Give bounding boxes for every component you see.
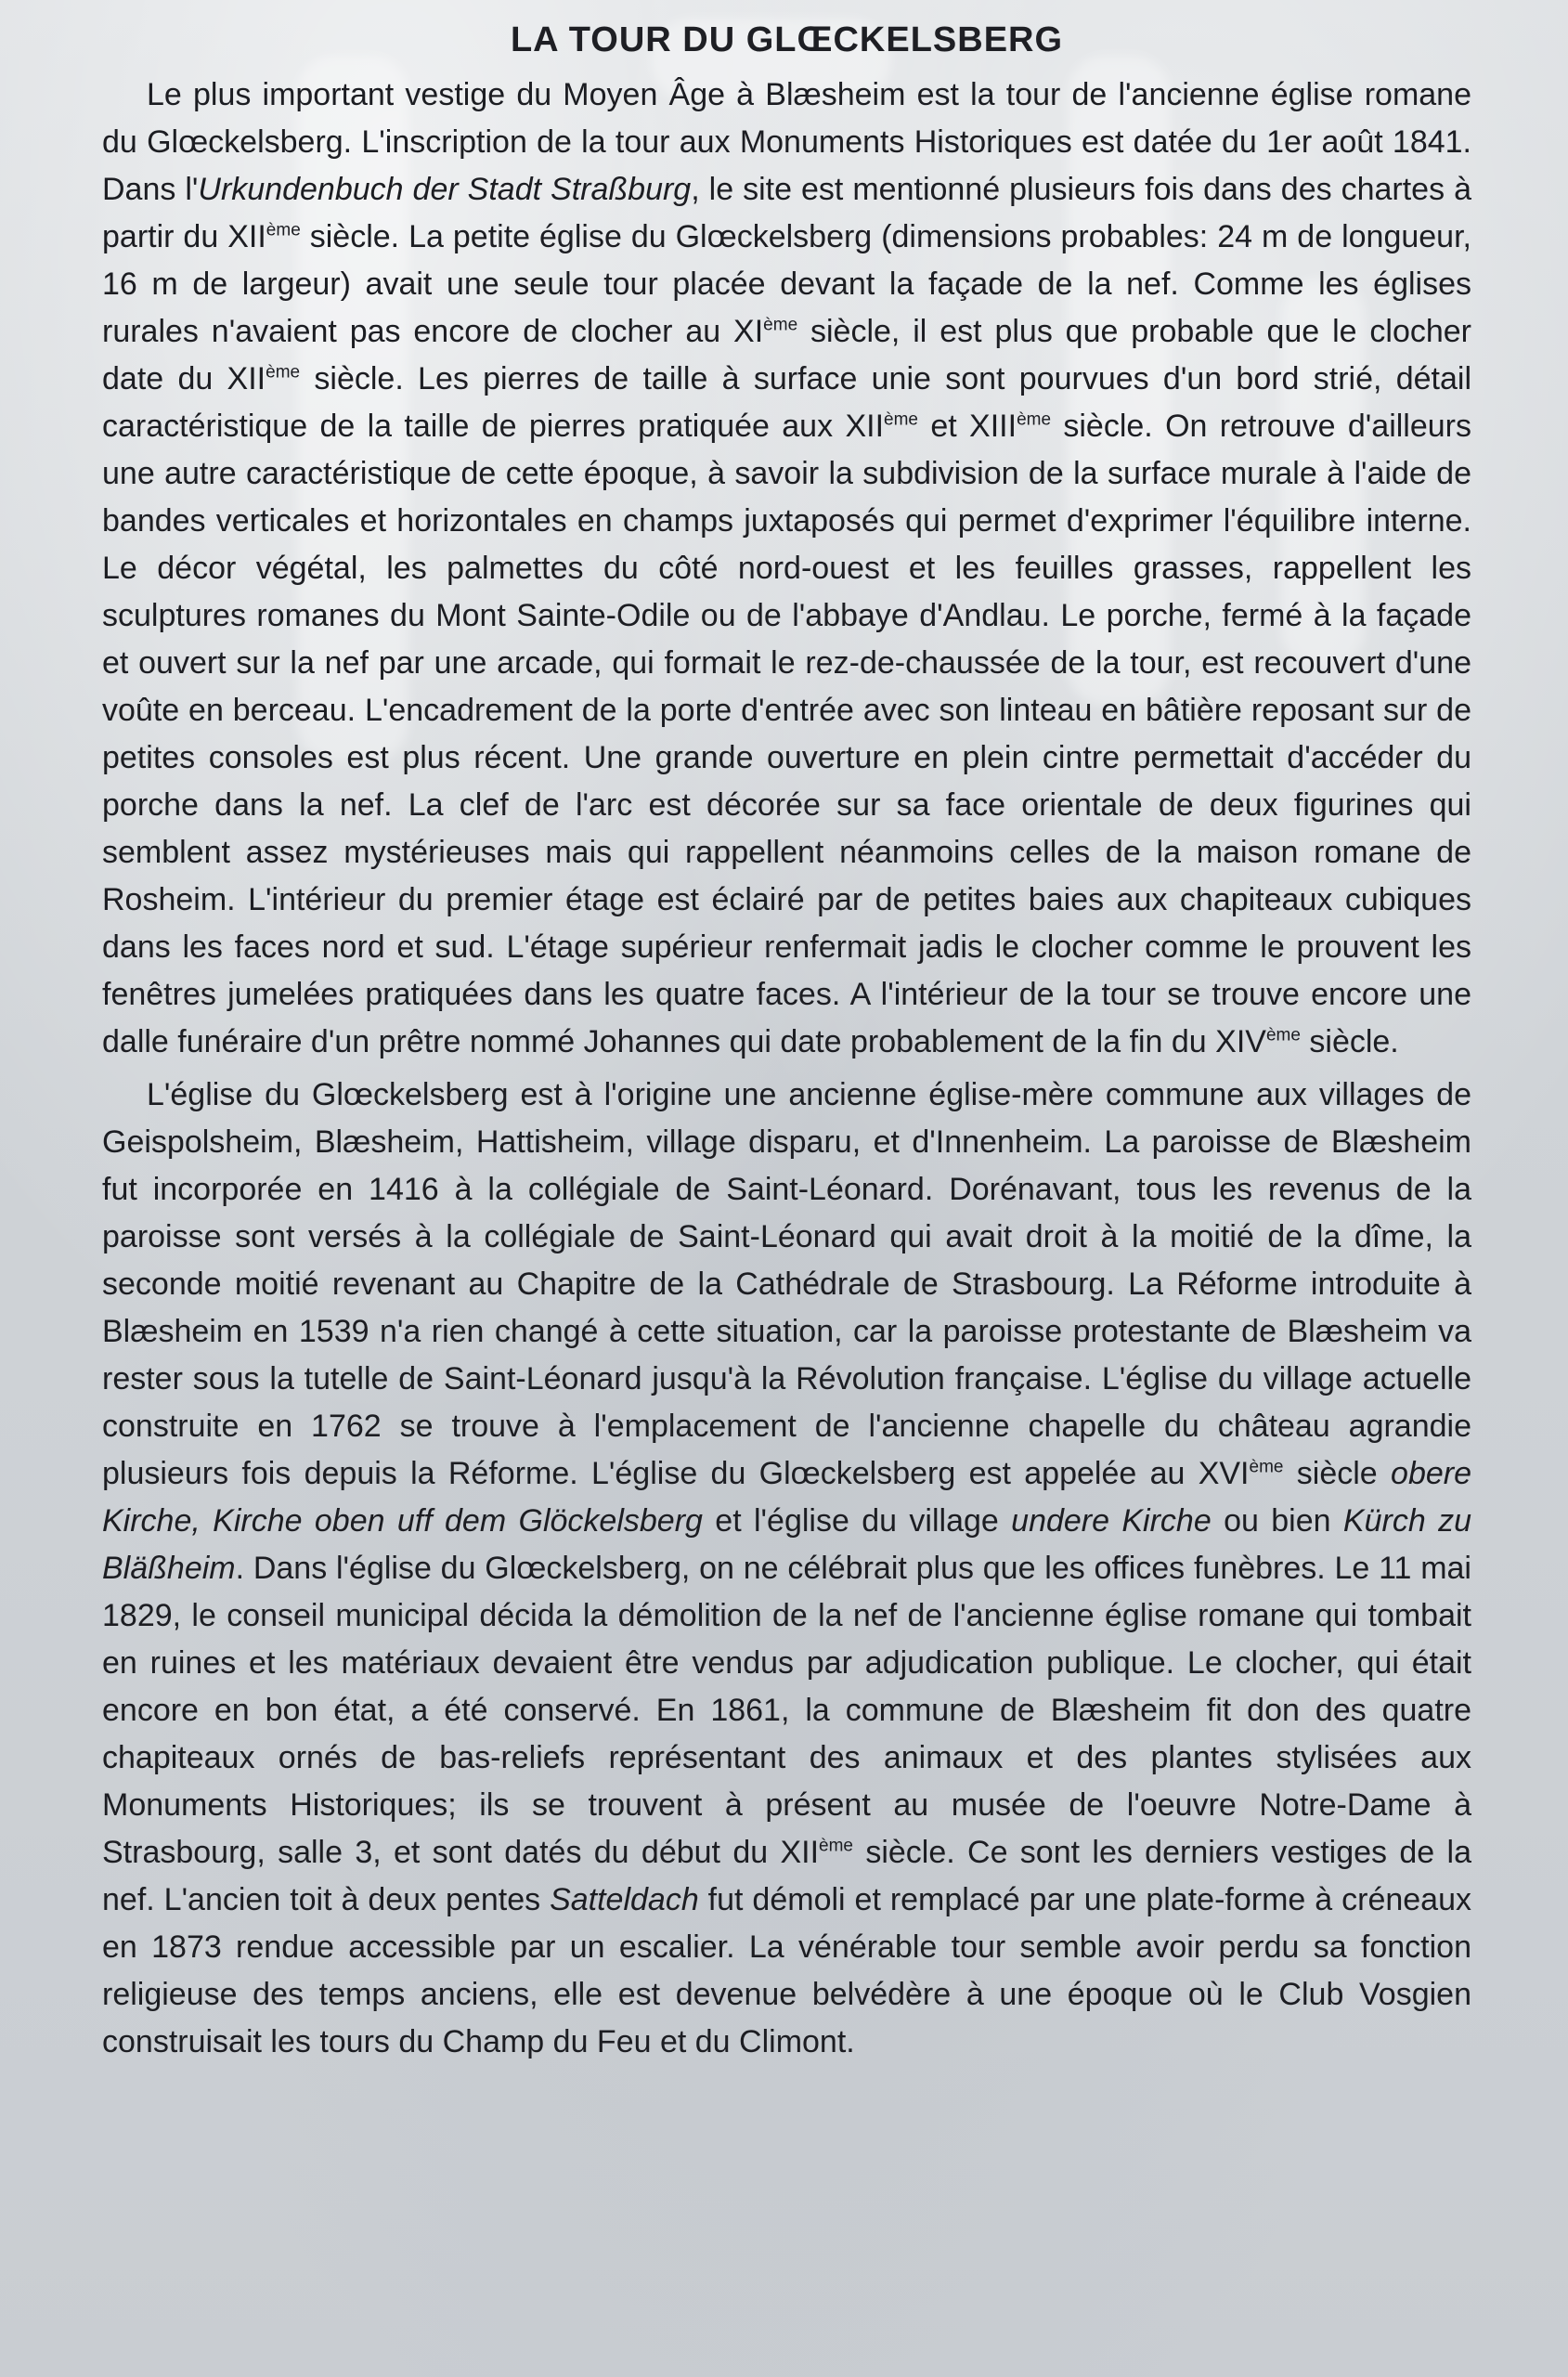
page-title: LA TOUR DU GLŒCKELSBERG bbox=[510, 20, 1064, 59]
superscript: ème bbox=[819, 1836, 853, 1856]
paragraph-1 bbox=[102, 71, 1471, 1066]
text-run: siècle. bbox=[1300, 1024, 1399, 1059]
superscript: ème bbox=[884, 409, 918, 430]
italic-term: Satteldach bbox=[550, 1882, 699, 1917]
text-run: siècle. On retrouve d'ailleurs une autre caractéristique de cette époque, à savoir la subdivision de la surface murale à l'aide de bandes verticales et horizontales en champs juxtaposés qui permet d'exprimer l'équilibre interne. Le décor végétal, les palmettes du côté nord-ouest et les feuilles grasses, rappellent les sculptures romanes du Mont Sainte-Odile ou de l'abbaye d'Andlau. Le porche, fermé à la façade et ouvert sur la nef par une arcade, qui formait le rez-de-chaussée de la tour, est recouvert d'une voûte en berceau. L'encadrement de la porte d'entrée avec son linteau en bâtière reposant sur de petites consoles est plus récent. Une grande ouverture en plein cintre permettait d'accéder du porche dans la nef. La clef de l'arc est décorée sur sa face orientale de deux figurines qui semblent assez mystérieuses mais qui rappellent néanmoins celles de la maison romane de Rosheim. L'intérieur du premier étage est éclairé par de petites baies aux chapiteaux cubiques dans les faces nord et sud. L'étage supérieur renfermait jadis le clocher comme le prouvent les fenêtres jumelées pratiquées dans les quatre faces. A l'intérieur de la tour se trouve encore une dalle funéraire d'un prêtre nommé Johannes qui date probablement de la fin du XIV bbox=[102, 409, 1471, 1059]
italic-term: obere Kirche, Kirche oben uff dem Glöckelsberg bbox=[102, 1456, 1471, 1539]
superscript: ème bbox=[1265, 1025, 1301, 1046]
text-run: . Dans l'église du Glœckelsberg, on ne célébrait plus que les offices funèbres. Le 11 mai 1829, le conseil municipal décida la démolition de la nef de l'ancienne église romane qui tombait en ruines et les matériaux devaient être vendus par adjudication publique. Le clocher, qui était encore en bon état, a été conservé. En 1861, la commune de Blæsheim fit don des quatre chapiteaux ornés de bas-reliefs représentant des animaux et des plantes stylisées aux Monuments Historiques; ils se trouvent à présent au musée de l'oeuvre Notre-Dame à Strasbourg, salle 3, et sont datés du début du XII bbox=[102, 1551, 1471, 1870]
text-run: ou bien bbox=[1211, 1503, 1343, 1539]
text-run: et l'église du village bbox=[702, 1503, 1012, 1539]
superscript: ème bbox=[266, 362, 301, 383]
text-run: siècle. Ce sont les derniers vestiges de la nef. L'ancien toit à deux pentes bbox=[102, 1835, 1471, 1917]
italic-term: Urkundenbuch der Stadt Straßburg bbox=[198, 172, 692, 207]
superscript: ème bbox=[763, 315, 798, 335]
italic-term: Kürch zu Bläßheim bbox=[102, 1503, 1471, 1586]
text-run: siècle, il est plus que probable que le clocher date du XII bbox=[102, 314, 1471, 396]
panel-content bbox=[102, 20, 1471, 2066]
italic-term: undere Kirche bbox=[1011, 1503, 1212, 1539]
text-run: L'église du Glœckelsberg est à l'origine une ancienne église-mère commune aux villages de Geispolsheim, Blæsheim, Hattisheim, village disparu, et d'Innenheim. La paroisse de Blæsheim fut incorporée en 1416 à la collégiale de Saint-Léonard. Dorénavant, tous les revenus de la paroisse sont versés à la collégiale de Saint-Léonard qui avait droit à la moitié de la dîme, la seconde moitié revenant au Chapitre de la Cathédrale de Strasbourg. La Réforme introduite à Blæsheim en 1539 n'a rien changé à cette situation, car la paroisse protestante de Blæsheim va rester sous la tutelle de Saint-Léonard jusqu'à la Révolution française. L'église du village actuelle construite en 1762 se trouve à l'emplacement de l'ancienne chapelle du château agrandie plusieurs fois depuis la Réforme. L'église du Glœckelsberg est appelée au XVI bbox=[102, 1077, 1471, 1491]
text-run: fut démoli et remplacé par une plate-forme à créneaux en 1873 rendue accessible par un escalier. La vénérable tour semble avoir perdu sa fonction religieuse des temps anciens, elle est devenue belvédère à une époque où le Club Vosgien construisait les tours du Champ du Feu et du Climont. bbox=[102, 1882, 1471, 2059]
text-run: siècle bbox=[1283, 1456, 1392, 1491]
superscript: ème bbox=[266, 220, 301, 240]
text-run: siècle. Les pierres de taille à surface unie sont pourvues d'un bord strié, détail caractéristique de la taille de pierres pratiquée aux XII bbox=[102, 361, 1471, 444]
text-run: Le plus important vestige du Moyen Âge à Blæsheim est la tour de l'ancienne église romane du Glœckelsberg. L'inscription de la tour aux Monuments Historiques est datée du 1er août 1841. Dans l' bbox=[102, 77, 1471, 207]
text-run: et XIII bbox=[917, 409, 1017, 444]
paragraph-2 bbox=[102, 1072, 1471, 2066]
text-run: , le site est mentionné plusieurs fois dans des chartes à partir du XII bbox=[102, 172, 1471, 254]
superscript: ème bbox=[1017, 409, 1052, 430]
superscript: ème bbox=[1249, 1457, 1284, 1477]
text-run: siècle. La petite église du Glœckelsberg (dimensions probables: 24 m de longueur, 16 m de largeur) avait une seule tour placée devant la façade de la nef. Comme les églises rurales n'avaient pas encore de clocher au XI bbox=[102, 219, 1471, 349]
